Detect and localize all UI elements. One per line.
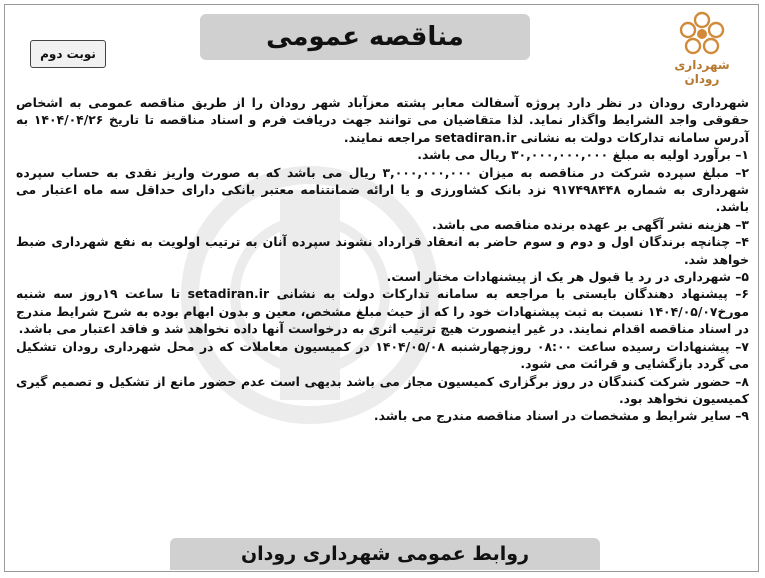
round-badge: نوبت دوم (30, 40, 106, 68)
logo-caption: شهرداری رودان (674, 58, 730, 86)
footer-banner (170, 538, 600, 570)
list-item: ۲– مبلغ سپرده شرکت در مناقصه به میزان ۳,۰۰۰,۰۰۰,۰۰۰ ریال می باشد که به صورت واریز نقدی به حساب سپرده شهرداری به شماره ۹۱۷۴۹۸۴۴۸ نزد بانک کشاورزی و یا ارائه ضمانتنامه معتبر بانکی دارای حداقل سه ماه اعتبار می باشد. (16, 164, 750, 215)
list-item: ۳– هزینه نشر آگهی بر عهده برنده مناقصه می باشد. (432, 216, 749, 232)
list-item: ۸– حضور شرکت کنندگان در روز برگزاری کمیسیون مجاز می باشد بدیهی است عدم حضور مانع از تشکیل و تصمیم گیری کمیسیون نخواهد بود. (16, 373, 749, 406)
footer-signature: روابط عمومی شهرداری رودان (240, 543, 530, 565)
intro-paragraph: شهرداری رودان در نظر دارد پروژه آسفالت معابر پشته معزآباد شهر رودان را از طریق مناقصه عمومی به اشخاص حقوقی واجد الشرایط واگذار نماید. لذا متقاضیان می توانند جهت دریافت فرم و اسناد مناقصه تا تاریخ ۱۴۰۴/۰۴/۲۶ به آدرس سامانه تدارکات دولت به نشانی setadiran.ir مراجعه نمایند. (16, 95, 749, 145)
title-banner (200, 14, 530, 60)
list-item: ۷– پیشنهادات رسیده ساعت ۰۸:۰۰ روزچهارشنبه ۱۴۰۴/۰۵/۰۸ در کمیسیون معاملات که در محل شهرداری رودان تشکیل می گردد بازگشایی و قرائت می شود. (16, 338, 749, 372)
municipality-logo (657, 10, 747, 88)
notice-body (16, 94, 749, 425)
list-item: ۶– پیشنهاد دهندگان بایستی با مراجعه به سامانه تدارکات دولت به نشانی setadiran.ir تا ساعت ۱۹روز سه شنبه مورخ۱۴۰۴/۰۵/۰۷ نسبت به ثبت پیشنهادات خود را که از حیث مبلغ مشخص، معین و بدون ابهام بوده به شرح شرایط مندرج در اسناد مناقصه اقدام نمایند. در غیر اینصورت هیچ ترتیب اثری به درخواست آنها داده نخواهد شد و فاقد اعتبار می باشد. (16, 286, 749, 337)
list-item: ۵– شهرداری در رد یا قبول هر یک از پیشنهادات مختار است. (386, 269, 749, 285)
list-item: ۹– سایر شرایط و مشخصات در اسناد مناقصه مندرج می باشد. (373, 408, 749, 424)
flower-emblem-icon (676, 10, 728, 56)
list-item: ۴– چنانچه برندگان اول و دوم و سوم حاضر به انعقاد قرارداد نشوند سپرده آنان به ترتیب اولویت به نفع شهرداری ضبط خواهد شد. (16, 234, 749, 267)
list-item: ۱– برآورد اولیه به مبلغ ۳۰,۰۰۰,۰۰۰,۰۰۰ ریال می باشد. (417, 147, 749, 163)
page-title: مناقصه عمومی (266, 22, 464, 52)
